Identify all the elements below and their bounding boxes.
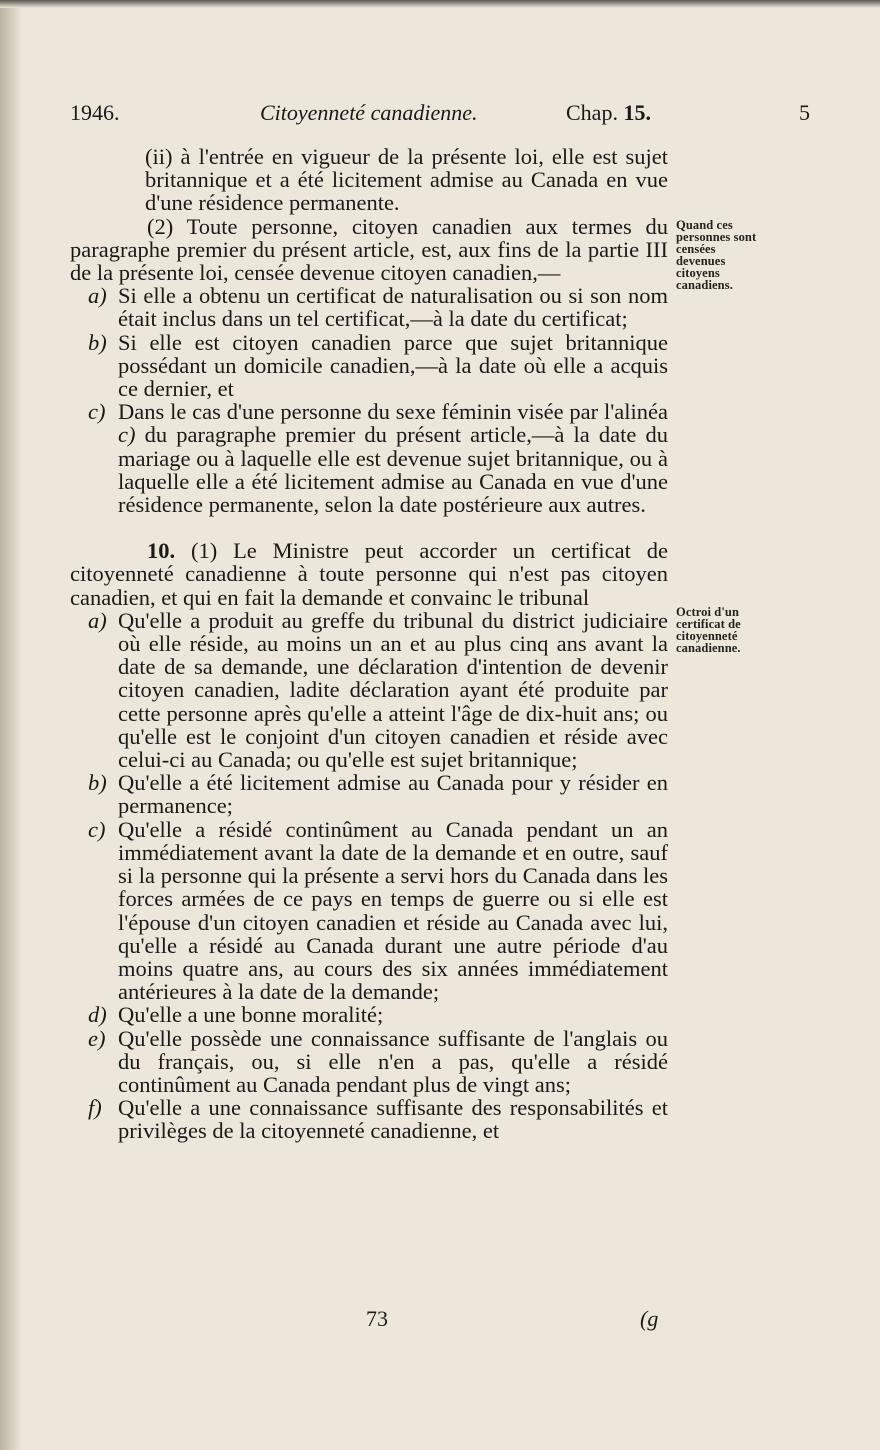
- page-footer: [70, 1306, 668, 1336]
- header-page-number: 5: [799, 100, 810, 125]
- footer-catchword: (g: [640, 1306, 659, 1331]
- header-year: 1946.: [70, 100, 120, 125]
- paragraph-2: (2) Toute personne, citoyen canadien aux termes du paragraphe premier du présent article, est, aux fins de la partie III de la présente loi, censée devenue citoyen canadien,—: [70, 213, 668, 286]
- margin-note-line: citoyens: [676, 266, 720, 280]
- footer-folio: 73: [366, 1306, 388, 1331]
- header-chapter-prefix: Chap.: [566, 100, 618, 125]
- item-label: b): [88, 329, 107, 355]
- list-item: [70, 771, 668, 817]
- margin-note-line: personnes sont: [676, 230, 757, 244]
- section-number: 10.: [147, 538, 176, 564]
- section-10-intro: [70, 539, 668, 609]
- list-item: [70, 818, 668, 1004]
- margin-note-line: certificat de: [676, 617, 741, 631]
- margin-note-certificate-grant: [676, 606, 786, 654]
- item-text: Si elle a obtenu un certificat de naturalisation ou si son nom était inclus dans un tel certificat,—à la date du certificat;: [118, 283, 668, 332]
- margin-note-line: canadiens.: [676, 278, 733, 292]
- margin-note-line: canadienne.: [676, 641, 741, 655]
- list-item: [70, 1003, 668, 1026]
- running-header: [70, 100, 810, 130]
- section-intro-text: (1) Le Ministre peut accorder un certificat de citoyenneté canadienne à toute personne qui n'est pas citoyen canadien, et qui en fait la demande et convainc le tribunal: [70, 538, 668, 610]
- item-text: Si elle est citoyen canadien parce que sujet britannique possédant un domicile canadien,—à la date où elle a acquis ce dernier, et: [118, 329, 668, 402]
- binding-edge: [0, 0, 22, 1450]
- item-label: a): [88, 283, 107, 309]
- list-item: [70, 1096, 668, 1142]
- item-label: e): [88, 1025, 106, 1051]
- item-text: Qu'elle a une bonne moralité;: [118, 1002, 384, 1028]
- item-label: d): [88, 1002, 107, 1028]
- margin-note-line: Quand ces: [676, 218, 733, 232]
- item-text: Qu'elle a produit au greffe du tribunal du district judiciaire où elle réside, au moins un an et au plus cinq ans avant la date de sa demande, une déclaration d'intention de devenir citoyen canadien, ladite déclaration ayant été produite par cette personne après qu'elle a atteint l'âge de dix-huit ans; ou qu'elle est le conjoint d'un citoyen canadien et réside avec celui-ci au Canada; ou qu'elle est sujet britannique;: [118, 607, 668, 773]
- page-top-edge: [0, 0, 880, 8]
- item-label: c): [88, 816, 106, 842]
- item-label: a): [88, 607, 107, 633]
- item-label: f): [88, 1095, 102, 1121]
- margin-note-line: citoyenneté: [676, 629, 738, 643]
- margin-note-line: censées: [676, 242, 716, 256]
- subparagraph-ii: (ii) à l'entrée en vigueur de la présente loi, elle est sujet britannique et a été licitement admise au Canada en vue d'une résidence permanente.: [145, 144, 668, 216]
- margin-note-deemed-citizens: [676, 219, 786, 291]
- item-label: b): [88, 770, 107, 796]
- item-text: Qu'elle a une connaissance suffisante des responsabilités et privilèges de la citoyenneté canadienne, et: [118, 1095, 668, 1144]
- item-label: c): [88, 399, 106, 425]
- item-text: du paragraphe premier du présent article,—à la date du mariage ou à laquelle elle est devenue sujet britannique, ou à laquelle elle a été licitement admise au Canada en vue d'une résidence permanente, selon la date postérieure aux autres.: [118, 422, 668, 518]
- item-text: Dans le cas d'une personne du sexe féminin visée par l'alinéa: [118, 399, 668, 425]
- list-item: [70, 1027, 668, 1097]
- list-item: [70, 400, 668, 516]
- list-item: [70, 331, 668, 401]
- header-title: Citoyenneté canadienne.: [260, 100, 478, 125]
- header-chapter: [566, 100, 651, 126]
- item-reference: c): [118, 422, 136, 448]
- body-text: [70, 145, 668, 1143]
- header-chapter-number: 15.: [623, 100, 651, 125]
- margin-note-line: Octroi d'un: [676, 605, 740, 619]
- margin-note-line: devenues: [676, 254, 726, 268]
- list-item: [70, 284, 668, 330]
- list-item: [70, 609, 668, 771]
- item-text: Qu'elle a été licitement admise au Canada pour y résider en permanence;: [118, 770, 668, 819]
- item-text: Qu'elle possède une connaissance suffisante de l'anglais ou du français, ou, si elle n'en a pas, qu'elle a résidé continûment au Canada pendant plus de vingt ans;: [118, 1025, 668, 1097]
- item-text: Qu'elle a résidé continûment au Canada pendant un an immédiatement avant la date de la demande et en outre, sauf si la personne qui la présente a servi hors du Canada dans les forces armées de ce pays en temps de guerre ou si elle est l'épouse d'un citoyen canadien et réside au Canada avec lui, qu'elle a résidé au Canada durant une autre période d'au moins quatre ans, au cours des six années immédiatement antérieures à la date de la demande;: [118, 816, 668, 1005]
